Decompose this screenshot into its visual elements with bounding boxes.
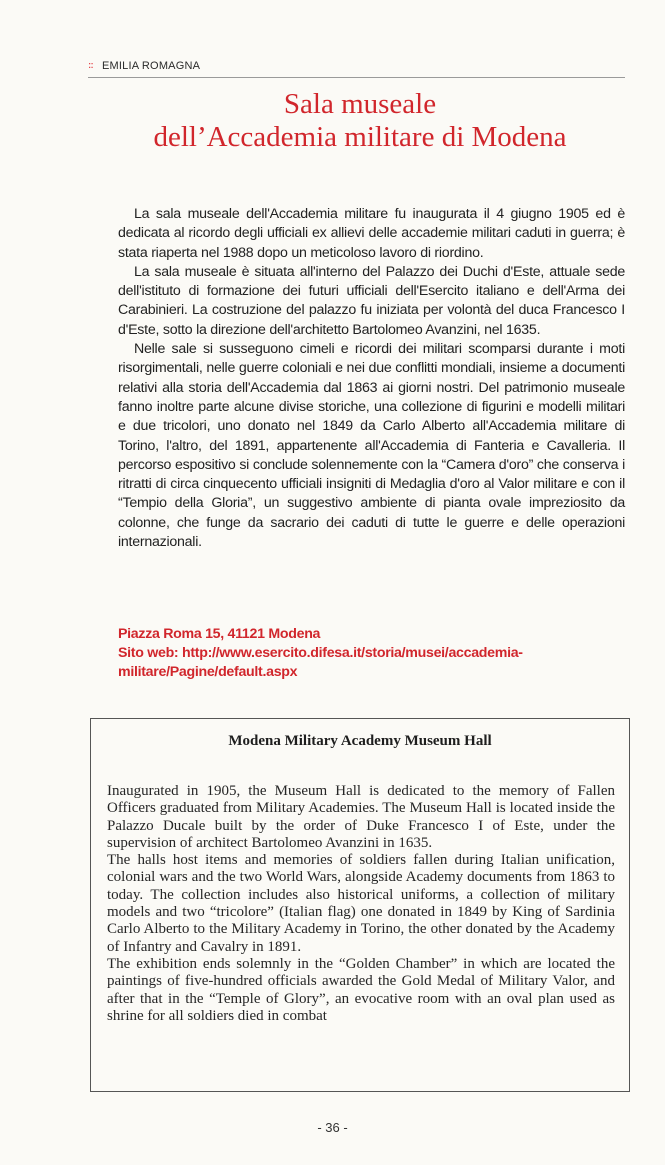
english-paragraph-1: Inaugurated in 1905, the Museum Hall is dedicated to the memory of Fallen Officers graduated from Military Academies. The Museum Hall is located inside the Palazzo Ducale built by the order of Duke Francesco I of Este, under the supervision of architect Bartolomeo Avanzini in 1635. [107,783,615,851]
english-paragraph-2: The halls host items and memories of soldiers fallen during Italian unification, colonial wars and the two World Wars, alongside Academy documents from 1863 to today. The collection includes also historical uniforms, a collection of military models and two “tricolore” (Italian flag) one donated in 1849 by King of Sardinia Carlo Alberto to the Military Academy in Torino, the other donated by the Academy of Infantry and Cavalry in 1891. [107,852,615,955]
english-title: Modena Military Academy Museum Hall [228,733,492,749]
page-title [60,88,660,154]
italian-paragraph-2: La sala museale è situata all'interno del Palazzo dei Duchi d'Este, attuale sede dell'istituto di formazione dei futuri ufficiali dell'Esercito italiano e dell'Arma dei Carabinieri. La costruzione del palazzo fu iniziata per volontà del duca Francesco I d'Este, sotto la direzione dell'architetto Bartolomeo Avanzini, nel 1635. [118,263,625,338]
title-line-2: dell’Accademia militare di Modena [153,121,567,153]
section-marker-icon: :: [88,60,93,71]
website-line: Sito web: http://www.esercito.difesa.it/storia/musei/accademia- [118,645,523,661]
address-block [118,625,628,682]
english-summary-box [90,718,630,1092]
english-body [107,783,615,1025]
website-line-cont: militare/Pagine/default.aspx [118,664,298,680]
italian-body [118,205,625,552]
address-line: Piazza Roma 15, 41121 Modena [118,626,321,642]
italian-paragraph-1: La sala museale dell'Accademia militare fu inaugurata il 4 giugno 1905 ed è dedicata al ricordo degli ufficiali ex allievi delle accademie militari caduti in guerra; è stata riaperta nel 1988 dopo un meticoloso lavoro di riordino. [118,206,625,261]
page-number: - 36 - [317,1120,348,1135]
english-paragraph-3: The exhibition ends solemnly in the “Golden Chamber” in which are located the paintings of five-hundred officials awarded the Gold Medal of Military Valor, and after that in the “Temple of Glory”, an evocative room with an oval plan used as shrine for all soldiers died in combat [107,955,615,1024]
section-header [88,57,625,78]
title-line-1: Sala museale [283,88,437,120]
section-label: EMILIA ROMAGNA [102,60,201,72]
italian-paragraph-3: Nelle sale si susseguono cimeli e ricordi dei militari scomparsi durante i moti risorgimentali, nelle guerre coloniali e nei due conflitti mondiali, insieme a documenti relativi alla storia dell'Accademia dal 1863 ai giorni nostri. Del patrimonio museale fanno inoltre parte alcune divise storiche, una collezione di figurini e modelli militari e due tricolori, uno donato nel 1849 da Carlo Alberto all'Accademia militare di Torino, l'altro, del 1891, appartenente all'Accademia di Fanteria e Cavalleria. Il percorso espositivo si conclude solennemente con la “Camera d'oro” che conserva i ritratti di circa cinquecento ufficiali insigniti di Medaglia d'oro al Valor militare e con il “Tempio della Gloria”, un suggestivo ambiente di pianta ovale impreziosito da colonne, che funge da sacrario dei caduti di tutte le guerre e delle operazioni internazionali. [118,341,625,551]
